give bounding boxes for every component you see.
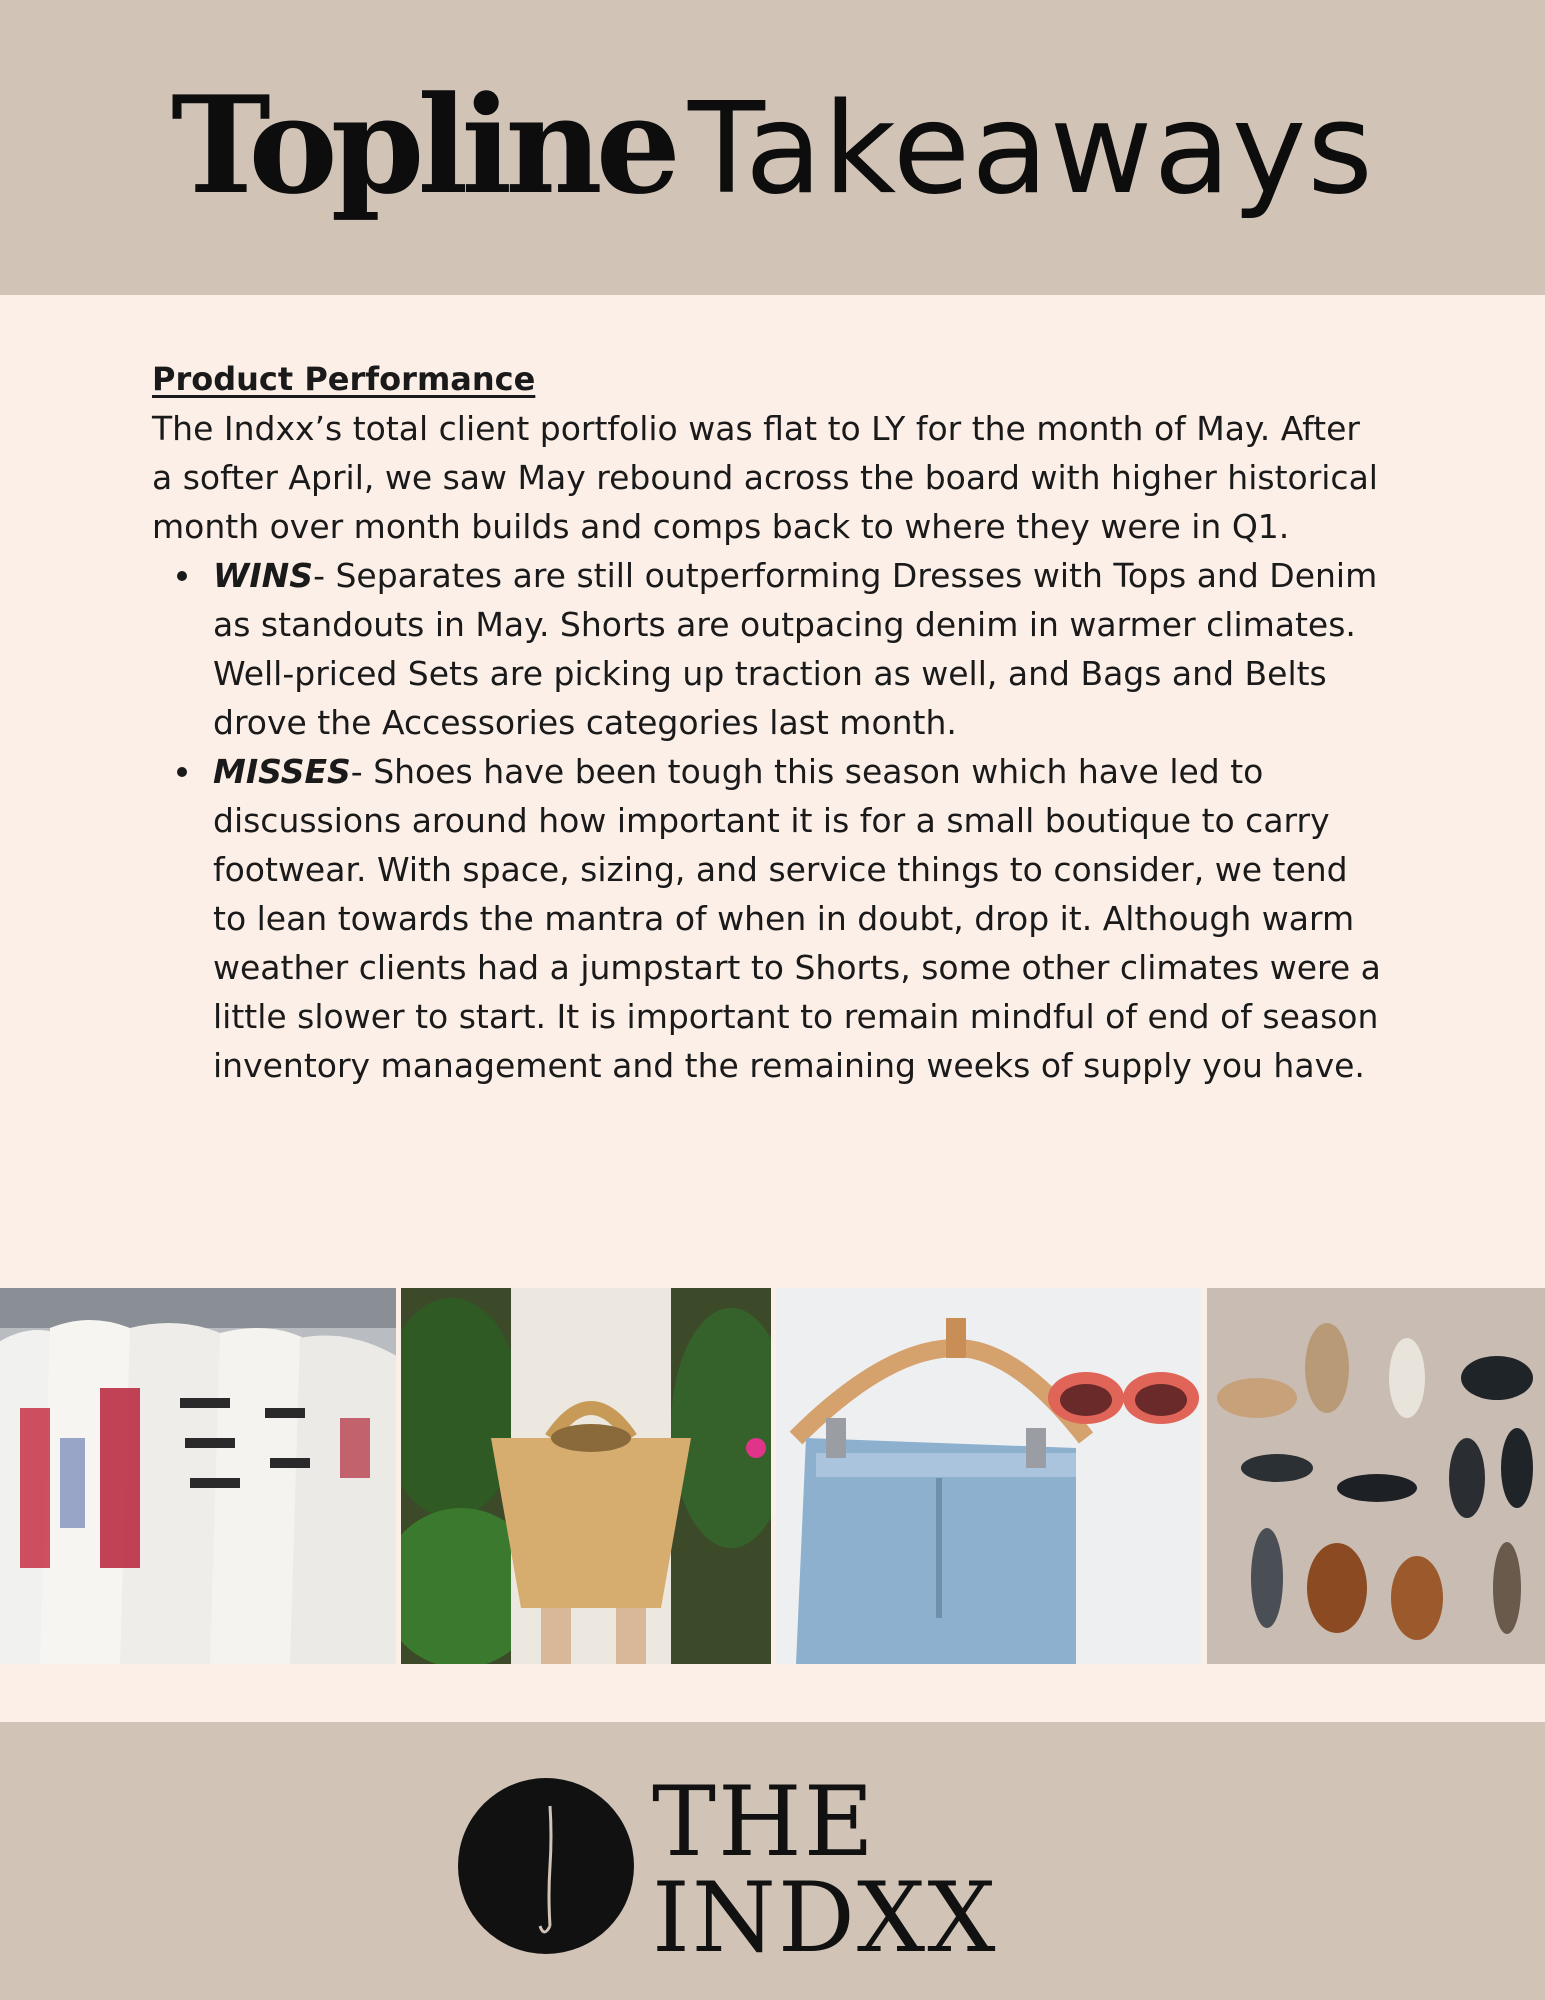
- bullet-text-wins: - Separates are still outperforming Dresses with Tops and Denim as standouts in May. Shorts are outpacing denim in warmer climates. Well-priced Sets are picking up traction as well, and Bags and Belts drove the Accessories categories last month.: [213, 556, 1378, 742]
- main-content: [152, 355, 1382, 1090]
- page-title: [0, 66, 1545, 224]
- embroidered-blouses-photo: [0, 1288, 396, 1664]
- brand-logo-text: [652, 1766, 998, 1974]
- straw-bag-photo: [401, 1288, 771, 1664]
- photo-strip: [0, 1288, 1545, 1664]
- bullet-lead-wins: WINS: [213, 556, 314, 595]
- title-part-topline: Topline: [171, 66, 674, 224]
- logo-line-indxx: INDXX: [652, 1862, 998, 1974]
- footer-band: [0, 1722, 1545, 2000]
- intro-paragraph: The Indxx’s total client portfolio was flat to LY for the month of May. After a softer April, we saw May rebound across the board with higher historical month over month builds and comps back to where they were in Q1.: [152, 409, 1378, 546]
- denim-shorts-photo: [776, 1288, 1202, 1664]
- list-item-misses: [213, 747, 1382, 1090]
- bullet-lead-misses: MISSES: [213, 752, 351, 791]
- brand-logo-icon: [456, 1776, 636, 1956]
- shoes-photo: [1207, 1288, 1545, 1664]
- section-heading: Product Performance: [152, 360, 536, 398]
- bullet-list: [152, 551, 1382, 1090]
- header-band: [0, 0, 1545, 295]
- list-item-wins: [213, 551, 1382, 747]
- logo-line-the: THE: [652, 1766, 876, 1878]
- title-part-takeaways: Takeaways: [687, 75, 1374, 222]
- bullet-text-misses: - Shoes have been tough this season which have led to discussions around how important it is for a small boutique to carry footwear. With space, sizing, and service things to consider, we tend to lean towards the mantra of when in doubt, drop it. Although warm weather clients had a jumpstart to Shorts, some other climates were a little slower to start. It is important to remain mindful of end of season inventory management and the remaining weeks of supply you have.: [213, 752, 1381, 1085]
